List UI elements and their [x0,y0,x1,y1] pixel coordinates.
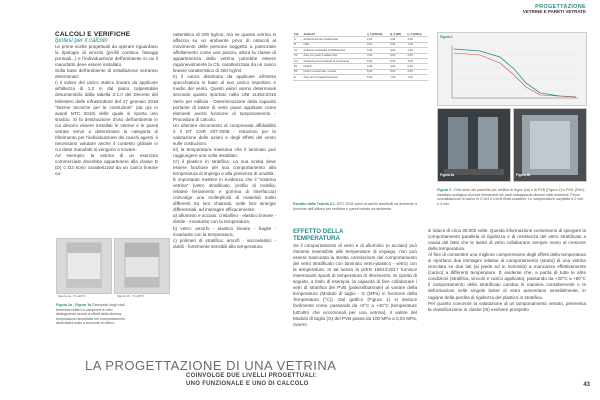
paragraph: I) il valore del carico statico lineare da applicare all'altezza di 1,2 m dal piano calpestabile desumendolo dalla tabella 3.1.II del Decreto del Ministero delle Infrastrutture del 17 gennaio 2018 "Norme tecniche per le costruzioni" (da qui in avanti NTC 2018) delle quale si riporta uno stralcio. Si fa destinazione d'uso dell'ambiente in cui devono essere installati le vetrine e le pareti vetrate serve a determinare la categoria di riferimento per l'individuazione dei carichi agenti. è necessario valutare anche il contesto globale in cui dette manufatti si vengono a trovare. [55,80,158,152]
modulus-chart-icon [450,43,580,101]
table-cell: Ambienti [302,32,366,37]
paragraph: Le prime scelte progettuali da operare riguardano la tipologia di vincolo (profili continui, fissaggi puntuali...) e l'individuazione dell'ambiente in cui il manufatto deve essere installato. [55,44,158,68]
table-cell: B [293,42,302,47]
list-item: c) polimeri di stratifica: amorfi - viscoelastici - duttili - fortemente sensibili alla temperatura. [173,237,276,249]
table-cell: C2 [293,53,302,58]
figure-2a-image [437,108,511,182]
table-cell: 5,00 [366,59,389,64]
table-cell: 5,00 [389,69,406,74]
spec-table [293,32,428,81]
table-cell: C3 [293,59,302,64]
title-subline-1: COINVOLGE DUE LIVELLI PROGETTUALI: [186,373,318,379]
figure-2a-label: Figura 2a [440,173,455,177]
paragraph: Se il comportamento di vetro e di alluminio (e acciaio) può ritenersi insensibile alle temperature di impiego, non può essere trascurata la stretta correlazione del comportamento del vetro stratificato con laminato vetro-plastico - vetro) con la temperatura. In tal senso la prEN 16613:2017 fornisce interessanti spunti di temperatura di riferimento. Si riporta di seguito, a titolo di esempio, la capacità di fare collaborare i vetri di stratifica del PVB (polivinilbutirrale) al variare della temperatura (Modulo di taglio - G (MPa) in funzione della Temperatura (°C)). Dal grafico (Figura 1) si deduce facilmente come, passando da +0°C a +40°C (temperature tutt'altro che eccezionali per una vetrina), il valore del Modulo di taglio (G) del PVB passa da 100 MPa a 0,03 MPa, ovvero [293,243,417,327]
table-cell: A [293,37,302,42]
table-cell: 4,00 [366,53,389,58]
table-cell: 5,00 [366,69,389,74]
paragraph: III) la temperatura massima che il laminato può raggiungere una volta installato. [173,146,276,158]
test-rig-photo-icon [514,109,586,181]
paragraph: Ad esempio: la vetrina di un esercizio commerciale dovrebbe appartenere alla classe D (D) o D2 sono caratterizzati da un carico lineare ca- [55,152,158,177]
table-row [293,75,428,80]
table-cell: q_k [kN/m2] [366,32,389,37]
caption-text: Esemplari degli stati tensoriali relativi a campione a rotto distinguendo anche a effetti della diversa temperatura riscontrata nel comportamento della lastra sotto a tensione di carico. [56,303,125,326]
paragraph: Per quanto concerne la valutazione di un tamponamento vetrato, premessa la classificazione in classe (III) evolvere prospetto [428,300,586,312]
table-cell: 4,00 [389,53,406,58]
paragraph: È importante mettere in evidenza che il "sistema vetrina" (vetro stratificato, profilo di mobilia, relative ferramento e gomma di interfaccia) coinvolge una molteplicità di materiali molto differenti tra loro chiamati, nelle loro sinergie differenziali, ad interagire efficacemente: [173,177,276,213]
table-cell: 3,00 [389,48,406,53]
list-item: a) alluminio e acciaio: cristallino - elastico lineare - duttile - invariante con la temperatura; [173,213,276,225]
paragraph: Sulla base dell'ambiente di installazione verranno determinati: [55,68,158,80]
table-cell: Q_k [kN] [389,32,406,37]
table-cell: Negozi [302,64,366,69]
caption-text: Pelo serie del pannello per verifica di legno (2a) e di PVB (Figura 2) e PVB. (Pelo) installare scaligera di prove immanenti dei parti salvaguarda diverse stati rimanenti. Prove convalidazione di carico in C fort 4 s terzi finali-carattere. Le campionature carpitiate a 2 mm e 3 mm. [437,188,585,206]
paragraph: IV) il plastico in stratifica. La sua scelta deve essere funzione del suo comportamento alla temperatura di impiego e alla presenza di umidità. [173,158,276,177]
table-cell: Centri commerciali, mercati [302,69,366,74]
paragraph: Un ulteriore documento di comprovata affidabilità è il DT CNR 207:2008 - Istruzioni per la valutazione delle azioni e degli effetti del vento sulle costruzioni. [173,122,276,146]
column-3 [293,228,417,328]
table-cell: D2 [293,69,302,74]
table-cell: 1,00 [407,75,428,80]
figure-1a-image [56,238,112,294]
figure-1 [56,238,168,298]
table-cell: H_k [kN/m] [407,32,428,37]
section-heading: TEMPERATURA [293,235,340,242]
figure-2b-image [513,108,587,182]
table-cell: 3,00 [366,48,389,53]
column-4 [428,228,586,313]
figure-1a-label: Figura 1a - T=+20°C [58,294,86,298]
table-cell: 4,00 [389,64,406,69]
table-cell: 2,00 [407,64,428,69]
column-2 [173,32,276,250]
table-cell: 1,00 [407,48,428,53]
paragraph: si riduce di circa 30.000 volte. Questa informazione consentono di spiegare la comportamento parallela di rigidezza e di resistenza del vetro stratificato a causa del fatto che le lastre di vetro collaborano sempre meno al crescere della temperatura. [428,228,586,252]
table-cell: 6,00 [366,75,389,80]
table-cell: C1 [293,48,302,53]
table-cell: 4,00 [366,64,389,69]
figure-1-caption [56,303,132,326]
table-cell: 1,00 [407,42,428,47]
caption-title: Figura 2 - [437,188,454,192]
caption-title: Figura 1a - Figura 1b [56,303,92,307]
figure-2-caption [437,188,585,206]
table-cell: Ambienti suscettibili di affollamento [302,48,366,53]
table-cell: 5,00 [389,59,406,64]
header-subsection: VETRINE E PARETI VETRATE [522,9,586,15]
table-cell: 1,00 [407,37,428,42]
table-cell: 2,00 [389,42,406,47]
section-heading: CALCOLI E VERIFICHE [55,31,131,38]
stress-plot-icon [57,239,111,293]
figure-2-label: Figura 2 [440,35,453,39]
caption-text: NTC 2018 valori di carichi distribuiti da ambiente a funzione dell'utilizzo per verifiche e pareti vetrate da ambiente. [293,202,417,211]
column-1 [55,32,158,177]
section-heading: EFFETTO DELLA [293,228,344,235]
table-cell: Aree con posti a sedere fissi [302,53,366,58]
table-cell: 2,00 [366,37,389,42]
paragraph: ratteristico di 200 kg/m2, ma se questa vetrina si affaccia su un ambiente privo di ostacoli al movimento delle persone soggetto a potenziale affollamento come una piazza, allora la classe di appartenenza della vetrina potrebbe essere ragionevolmente la C5, caratterizzata da un carico lineare caratteristico di 300 Kg/ml. [173,32,276,74]
table-cell: Ambienti ad uso residenziale [302,37,366,42]
list-item: b) vetro: amorfo - elastico lineare - fragile - invariante con la temperatura; [173,225,276,237]
page-header [523,4,586,15]
table-cell: Ambienti privi di ostacoli al movimento [302,59,366,64]
figure-2b-label: Figura 2b [516,173,531,177]
page-title: LA PROGETTAZIONE DI UNA VETRINA [85,358,337,373]
test-rig-photo-icon [438,109,510,181]
table-cell: 3,00 [366,42,389,47]
figure-1b-label: Figura 1b - T=+65°C [117,294,145,298]
table-caption [293,202,428,211]
table-cell: 2,00 [407,69,428,74]
paragraph: II) il carico distribuito da applicare all'intera specchiatura in base al suo carico impulsivo e medio del vento. Questi valori vanno determinati secondo quanto riportato nella UNI 11463:2016 Vetro per edilizia - Determinazione della capacità portante di lastre di vetro piano applicate come elementi aventi funzione di tamponamento - Procedura di calcolo. [173,74,276,122]
section-subheading: Ipotesi per il calcolo [55,38,108,45]
figure-2-chart [437,32,587,106]
title-subline-2: UNO FUNZIONALE E UNO DI CALCOLO [186,381,309,387]
table-cell: 2,00 [407,53,428,58]
stress-plot-icon [115,239,169,293]
table-cell: 7,00 [389,75,406,80]
table-cell: D1 [293,64,302,69]
page-number: 43 [583,382,590,388]
figure-1b-image [114,238,170,294]
load-table [293,32,428,197]
header-section: PROGETTAZIONE [535,4,586,10]
table-cell: E [293,75,302,80]
figure-2 [437,32,585,184]
table-cell: 3,00 [407,59,428,64]
table-cell: Aree per immagazzinamento [302,75,366,80]
table-cell: Uffici [302,42,366,47]
paragraph: Al fine di consentire una migliore comprensione degli effetti della temperatura si riportano due immagini relative al comportamento (strato) di una vetrina vincolata su due lati (ai piede ed in sommità) a mancanza effettivamente (carico) a differenti temperature. È evidente che, a parità di tutte le altre condizioni (stratifica, vincolo e carico applicato), passando da +20°C a +60°C il comportamento della stratificato cambia in maniera considerevole e le deformazioni nelle singole lastre di vetro aumentano sensibilmente, in ragione della perdita di rigidezza del plastico in stratifica. [428,252,586,300]
table-cell: 2,00 [389,37,406,42]
table-cell: Cat. [293,32,302,37]
caption-title: Estratto dalla Tabella 3.1. [293,202,336,206]
